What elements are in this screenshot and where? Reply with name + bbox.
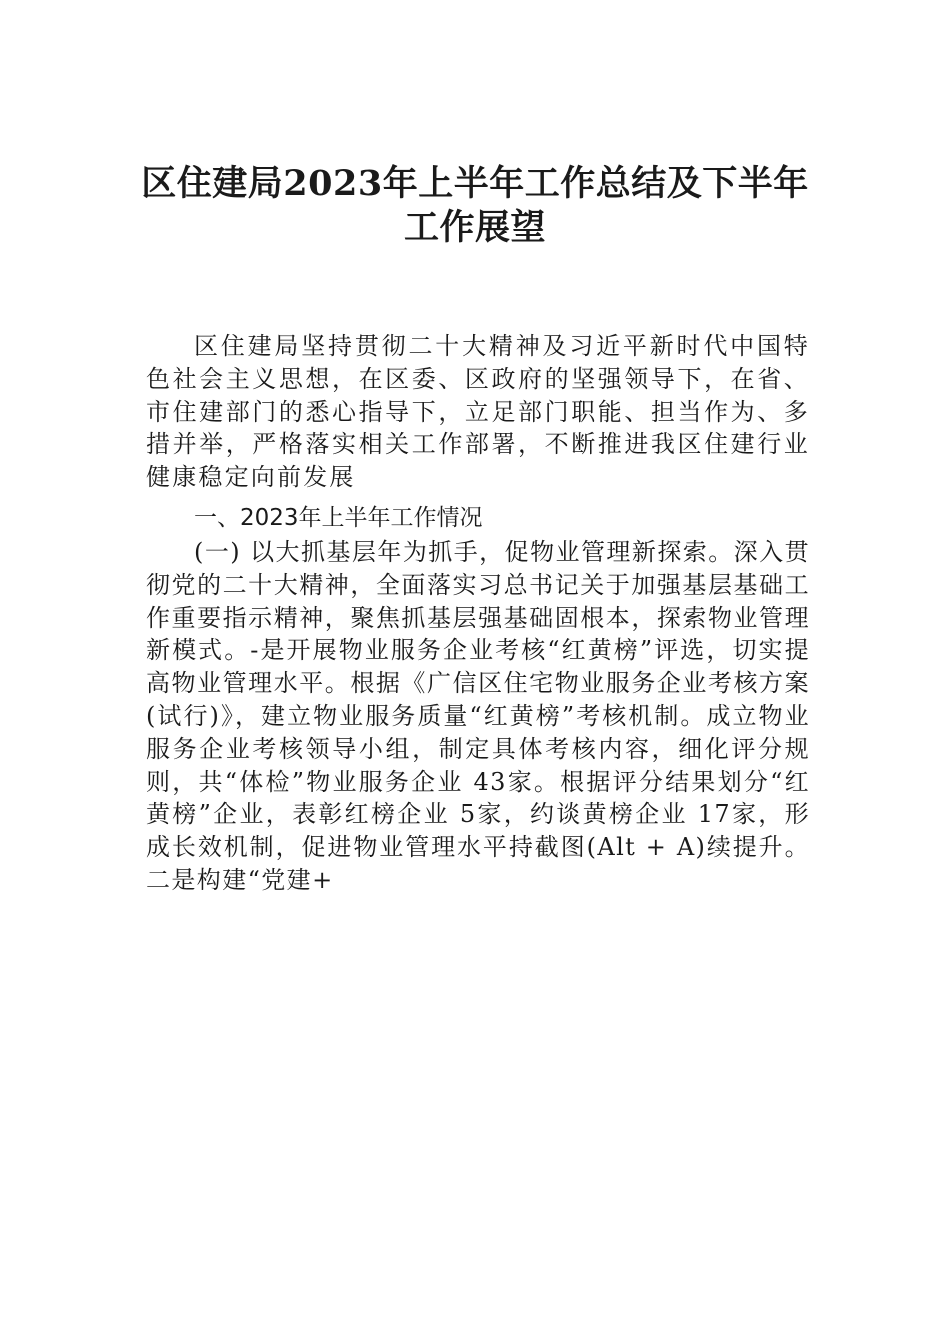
section-heading-1: 一、2023年上半年工作情况 bbox=[194, 505, 483, 531]
section-1-paragraph-1: (一) 以大抓基层年为抓手，促物业管理新探索。深入贯彻党的二十大精神，全面落实习总书记关于加强基层基础工作重要指示精神，聚焦抓基层强基础固根本，探索物业管理新模式。-是开展物业服务企业考核“红黄榜”评选，切实提高物业管理水平。根据《广信区住宅物业服务企业考核方案(试行)》，建立物业服务质量“红黄榜”考核机制。成立物业服务企业考核领导小组，制定具体考核内容，细化评分规则，共“体检”物业服务企业 43家。根据评分结果划分“红黄榜”企业，表彰红榜企业 5家，约谈黄榜企业 17家，形成长效机制，促进物业管理水平持截图(Alt + A)续提升。二是构建“党建+ bbox=[146, 538, 810, 894]
intro-paragraph: 区住建局坚持贯彻二十大精神及习近平新时代中国特色社会主义思想，在区委、区政府的坚强领导下，在省、市住建部门的悉心指导下，立足部门职能、担当作为、多措并举，严格落实相关工作部署，不断推进我区住建行业健康稳定向前发展 bbox=[146, 332, 810, 492]
document-title-line-1: 区住建局2023年上半年工作总结及下半年 bbox=[141, 163, 809, 204]
document-title-line-2: 工作展望 bbox=[403, 207, 546, 248]
